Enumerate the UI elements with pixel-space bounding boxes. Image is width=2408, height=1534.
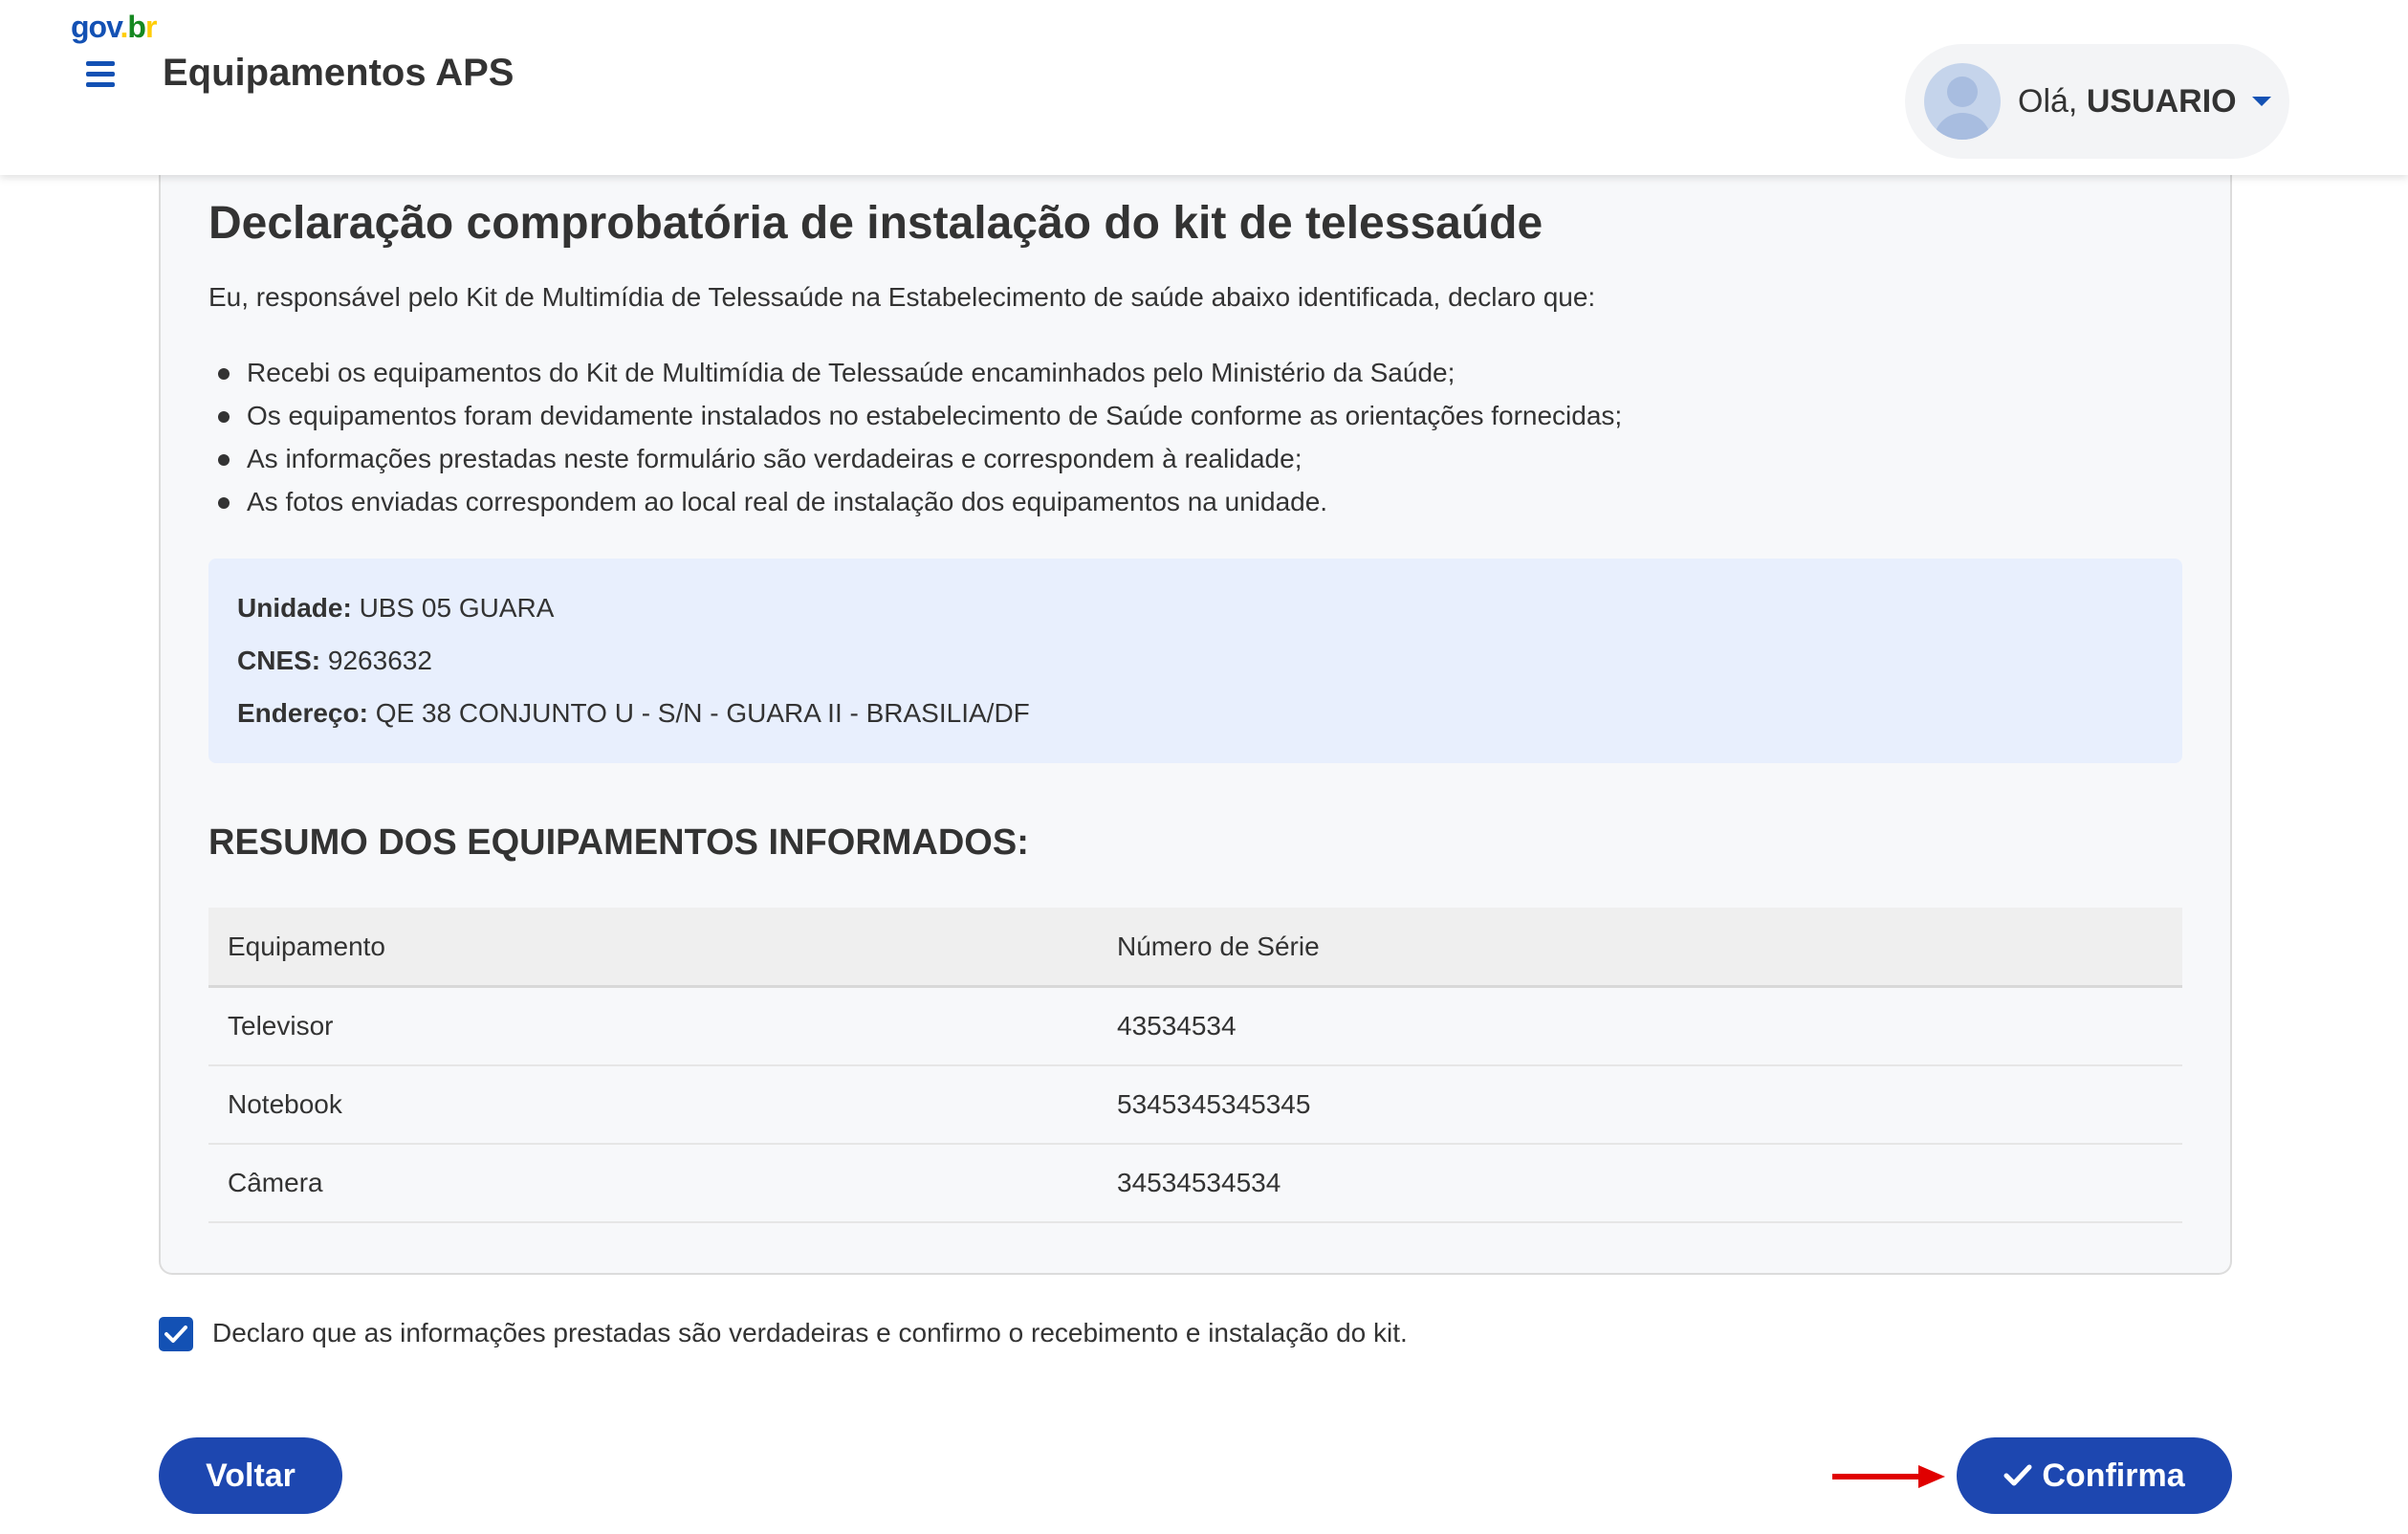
logo-letter-g: g bbox=[71, 10, 89, 44]
app-title: Equipamentos APS bbox=[163, 52, 514, 94]
equipamento-cell: Televisor bbox=[228, 1011, 334, 1041]
cnes-label: CNES: bbox=[237, 646, 321, 675]
declaration-list bbox=[218, 354, 1622, 526]
table-header bbox=[208, 908, 2182, 988]
serie-cell: 5345345345345 bbox=[1117, 1089, 1311, 1119]
declaration-item: Os equipamentos foram devidamente instalados no estabelecimento de Saúde conforme as orientações fornecidas; bbox=[218, 397, 1622, 440]
cnes-line bbox=[237, 646, 432, 676]
page-title: Declaração comprobatória de instalação do kit de telessaúde bbox=[208, 198, 1543, 249]
column-header-equipamento: Equipamento bbox=[228, 931, 386, 961]
declaration-item: As fotos enviadas correspondem ao local real de instalação dos equipamentos na unidade. bbox=[218, 483, 1622, 526]
user-avatar-icon bbox=[1924, 63, 2001, 140]
endereco-value: QE 38 CONJUNTO U - S/N - GUARA II - BRASILIA/DF bbox=[375, 698, 1030, 728]
top-header bbox=[0, 0, 2408, 175]
unidade-label: Unidade: bbox=[237, 593, 352, 623]
table-row bbox=[208, 988, 2182, 1066]
summary-title: RESUMO DOS EQUIPAMENTOS INFORMADOS: bbox=[208, 822, 1029, 863]
user-greeting bbox=[2018, 83, 2237, 121]
declaration-item: As informações prestadas neste formulário são verdadeiras e correspondem à realidade; bbox=[218, 440, 1622, 483]
logo-dot: . bbox=[120, 10, 128, 44]
confirm-button[interactable] bbox=[1957, 1437, 2232, 1514]
serie-cell: 34534534534 bbox=[1117, 1168, 1281, 1197]
caret-down-icon bbox=[2252, 97, 2271, 106]
confirm-button-label: Confirma bbox=[2042, 1457, 2185, 1494]
declaration-intro: Eu, responsável pelo Kit de Multimídia de Telessaúde na Estabelecimento de saúde abaixo identificada, declaro que: bbox=[208, 282, 1596, 312]
unidade-line bbox=[237, 593, 554, 624]
logo-letter-o: o bbox=[88, 10, 107, 44]
column-header-serie: Número de Série bbox=[1117, 931, 1320, 961]
back-button[interactable] bbox=[159, 1437, 342, 1514]
greeting-text: Olá, bbox=[2018, 82, 2087, 120]
checkmark-icon bbox=[2003, 1463, 2032, 1488]
serie-cell: 43534534 bbox=[1117, 1011, 1237, 1041]
equipamento-cell: Notebook bbox=[228, 1089, 342, 1119]
hamburger-icon[interactable] bbox=[86, 61, 117, 88]
unidade-value: UBS 05 GUARA bbox=[359, 593, 555, 623]
equipamento-cell: Câmera bbox=[228, 1168, 323, 1197]
logo-letter-r: r bbox=[144, 10, 157, 44]
back-button-label: Voltar bbox=[206, 1457, 296, 1494]
unit-info-box bbox=[208, 559, 2182, 763]
table-row bbox=[208, 1066, 2182, 1145]
endereco-label: Endereço: bbox=[237, 698, 368, 728]
cnes-value: 9263632 bbox=[327, 646, 432, 675]
equipment-table bbox=[208, 908, 2182, 1223]
logo-letter-b: b bbox=[127, 10, 145, 44]
govbr-logo[interactable] bbox=[71, 10, 156, 45]
checkmark-icon bbox=[164, 1324, 188, 1345]
user-menu-button[interactable] bbox=[1905, 44, 2289, 159]
user-name: USUARIO bbox=[2086, 82, 2237, 120]
table-row bbox=[208, 1145, 2182, 1223]
declaration-item: Recebi os equipamentos do Kit de Multimídia de Telessaúde encaminhados pelo Ministério da Saúde; bbox=[218, 354, 1622, 397]
logo-letter-v: v bbox=[106, 10, 120, 44]
arrow-right-icon bbox=[1832, 1463, 1947, 1490]
endereco-line bbox=[237, 698, 1030, 729]
confirmation-checkbox[interactable] bbox=[159, 1317, 193, 1351]
confirmation-label[interactable]: Declaro que as informações prestadas são verdadeiras e confirmo o recebimento e instalação do kit. bbox=[212, 1318, 1408, 1348]
